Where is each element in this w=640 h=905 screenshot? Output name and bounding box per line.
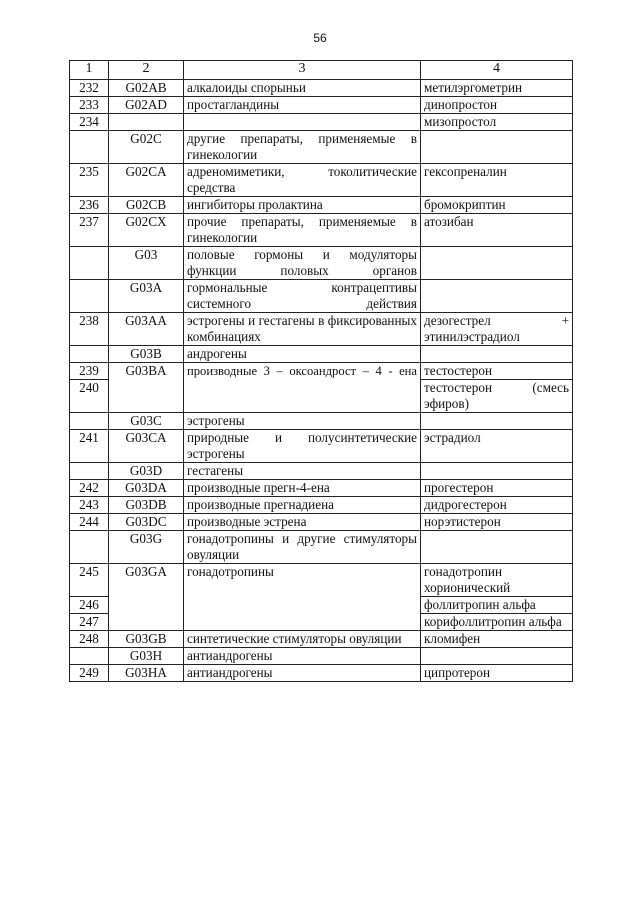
group-description: синтетические стимуляторы овуляции: [184, 631, 421, 648]
drug-name: [421, 247, 573, 280]
table-row: [70, 665, 573, 682]
table-row: [70, 80, 573, 97]
column-header-1: 1: [70, 61, 109, 80]
atc-code: G03D: [109, 463, 184, 480]
drug-name: эстрадиол: [421, 430, 573, 463]
drug-name: гонадотропин хорионический: [421, 564, 573, 597]
drug-name: [421, 413, 573, 430]
table-row: [70, 131, 573, 164]
group-description: андрогены: [184, 346, 421, 363]
drug-name: [421, 131, 573, 164]
column-header-3: 3: [184, 61, 421, 80]
atc-code: G03GA: [109, 564, 184, 631]
atc-code: G02CX: [109, 214, 184, 247]
atc-code: G02CB: [109, 197, 184, 214]
group-description: производные прегнадиена: [184, 497, 421, 514]
table-row: [70, 280, 573, 313]
row-number: [70, 463, 109, 480]
group-description: адреномиметики, токолитические средства: [184, 164, 421, 197]
drug-name: корифоллитропин альфа: [421, 614, 573, 631]
drug-name: динопростон: [421, 97, 573, 114]
table-row: [70, 346, 573, 363]
table-row: [70, 164, 573, 197]
atc-code: G03B: [109, 346, 184, 363]
column-header-2: 2: [109, 61, 184, 80]
table-row: [70, 514, 573, 531]
table-row: [70, 214, 573, 247]
table-row: [70, 197, 573, 214]
table-row: [70, 463, 573, 480]
row-number: [70, 413, 109, 430]
row-number: 235: [70, 164, 109, 197]
group-description: эстрогены и гестагены в фиксированных комбинациях: [184, 313, 421, 346]
group-description: производные эстрена: [184, 514, 421, 531]
group-description: половые гормоны и модуляторы функции половых органов: [184, 247, 421, 280]
drug-name: тестостерон: [421, 363, 573, 380]
row-number: 244: [70, 514, 109, 531]
atc-code: G03H: [109, 648, 184, 665]
row-number: 246: [70, 597, 109, 614]
group-description: другие препараты, применяемые в гинекологии: [184, 131, 421, 164]
drug-name: [421, 531, 573, 564]
drug-name: кломифен: [421, 631, 573, 648]
row-number: 234: [70, 114, 109, 131]
atc-code: G03: [109, 247, 184, 280]
row-number: [70, 531, 109, 564]
table-row: [70, 480, 573, 497]
group-description: антиандрогены: [184, 648, 421, 665]
drug-name: атозибан: [421, 214, 573, 247]
group-description: эстрогены: [184, 413, 421, 430]
drug-name: [421, 280, 573, 313]
drug-name: тестостерон (смесь эфиров): [421, 380, 573, 413]
row-number: 243: [70, 497, 109, 514]
row-number: 237: [70, 214, 109, 247]
atc-code: G03C: [109, 413, 184, 430]
atc-code: G03DA: [109, 480, 184, 497]
atc-code: [109, 114, 184, 131]
row-number: [70, 247, 109, 280]
atc-code: G03CA: [109, 430, 184, 463]
row-number: 240: [70, 380, 109, 413]
drug-name: прогестерон: [421, 480, 573, 497]
group-description: производные 3 – оксоандрост – 4 - ена: [184, 363, 421, 413]
row-number: 233: [70, 97, 109, 114]
group-description: алкалоиды спорыньи: [184, 80, 421, 97]
drug-name: фоллитропин альфа: [421, 597, 573, 614]
atc-code: G03G: [109, 531, 184, 564]
table-row: [70, 363, 573, 380]
table-row: [70, 247, 573, 280]
table-row: [70, 413, 573, 430]
table-row: [70, 631, 573, 648]
row-number: [70, 648, 109, 665]
atc-code: G02CA: [109, 164, 184, 197]
row-number: [70, 131, 109, 164]
page-number: 56: [313, 31, 327, 45]
group-description: ингибиторы пролактина: [184, 197, 421, 214]
column-header-4: 4: [421, 61, 573, 80]
table-row: [70, 531, 573, 564]
group-description: производные прегн-4-ена: [184, 480, 421, 497]
group-description: простагландины: [184, 97, 421, 114]
drug-name: мизопростол: [421, 114, 573, 131]
drug-name: гексопреналин: [421, 164, 573, 197]
drug-name: [421, 648, 573, 665]
table-row: [70, 97, 573, 114]
row-number: 249: [70, 665, 109, 682]
group-description: [184, 114, 421, 131]
atc-code: G03DC: [109, 514, 184, 531]
table-row: [70, 313, 573, 346]
row-number: 241: [70, 430, 109, 463]
table-row: [70, 648, 573, 665]
drug-name: норэтистерон: [421, 514, 573, 531]
table-row: [70, 430, 573, 463]
table-row: [70, 497, 573, 514]
row-number: 248: [70, 631, 109, 648]
group-description: гестагены: [184, 463, 421, 480]
row-number: [70, 280, 109, 313]
atc-code: G03A: [109, 280, 184, 313]
group-description: гормональные контрацептивы системного действия: [184, 280, 421, 313]
drug-name: дидрогестерон: [421, 497, 573, 514]
atc-code: G02C: [109, 131, 184, 164]
drug-name: ципротерон: [421, 665, 573, 682]
group-description: прочие препараты, применяемые в гинекологии: [184, 214, 421, 247]
group-description: природные и полусинтетические эстрогены: [184, 430, 421, 463]
row-number: 245: [70, 564, 109, 597]
drug-name: [421, 346, 573, 363]
row-number: [70, 346, 109, 363]
atc-code: G03HA: [109, 665, 184, 682]
drug-classification-table: [69, 60, 573, 682]
row-number: 247: [70, 614, 109, 631]
atc-code: G02AD: [109, 97, 184, 114]
group-description: антиандрогены: [184, 665, 421, 682]
atc-code: G03AA: [109, 313, 184, 346]
row-number: 236: [70, 197, 109, 214]
atc-code: G03GB: [109, 631, 184, 648]
row-number: 232: [70, 80, 109, 97]
atc-code: G02AB: [109, 80, 184, 97]
row-number: 239: [70, 363, 109, 380]
drug-name: метилэргометрин: [421, 80, 573, 97]
atc-code: G03BA: [109, 363, 184, 413]
group-description: гонадотропины и другие стимуляторы овуляции: [184, 531, 421, 564]
group-description: гонадотропины: [184, 564, 421, 631]
atc-code: G03DB: [109, 497, 184, 514]
header-row: [70, 61, 573, 80]
row-number: 238: [70, 313, 109, 346]
table-row: [70, 114, 573, 131]
row-number: 242: [70, 480, 109, 497]
drug-name: бромокриптин: [421, 197, 573, 214]
drug-name: [421, 463, 573, 480]
table-row: [70, 564, 573, 597]
drug-name: дезогестрел + этинилэстрадиол: [421, 313, 573, 346]
